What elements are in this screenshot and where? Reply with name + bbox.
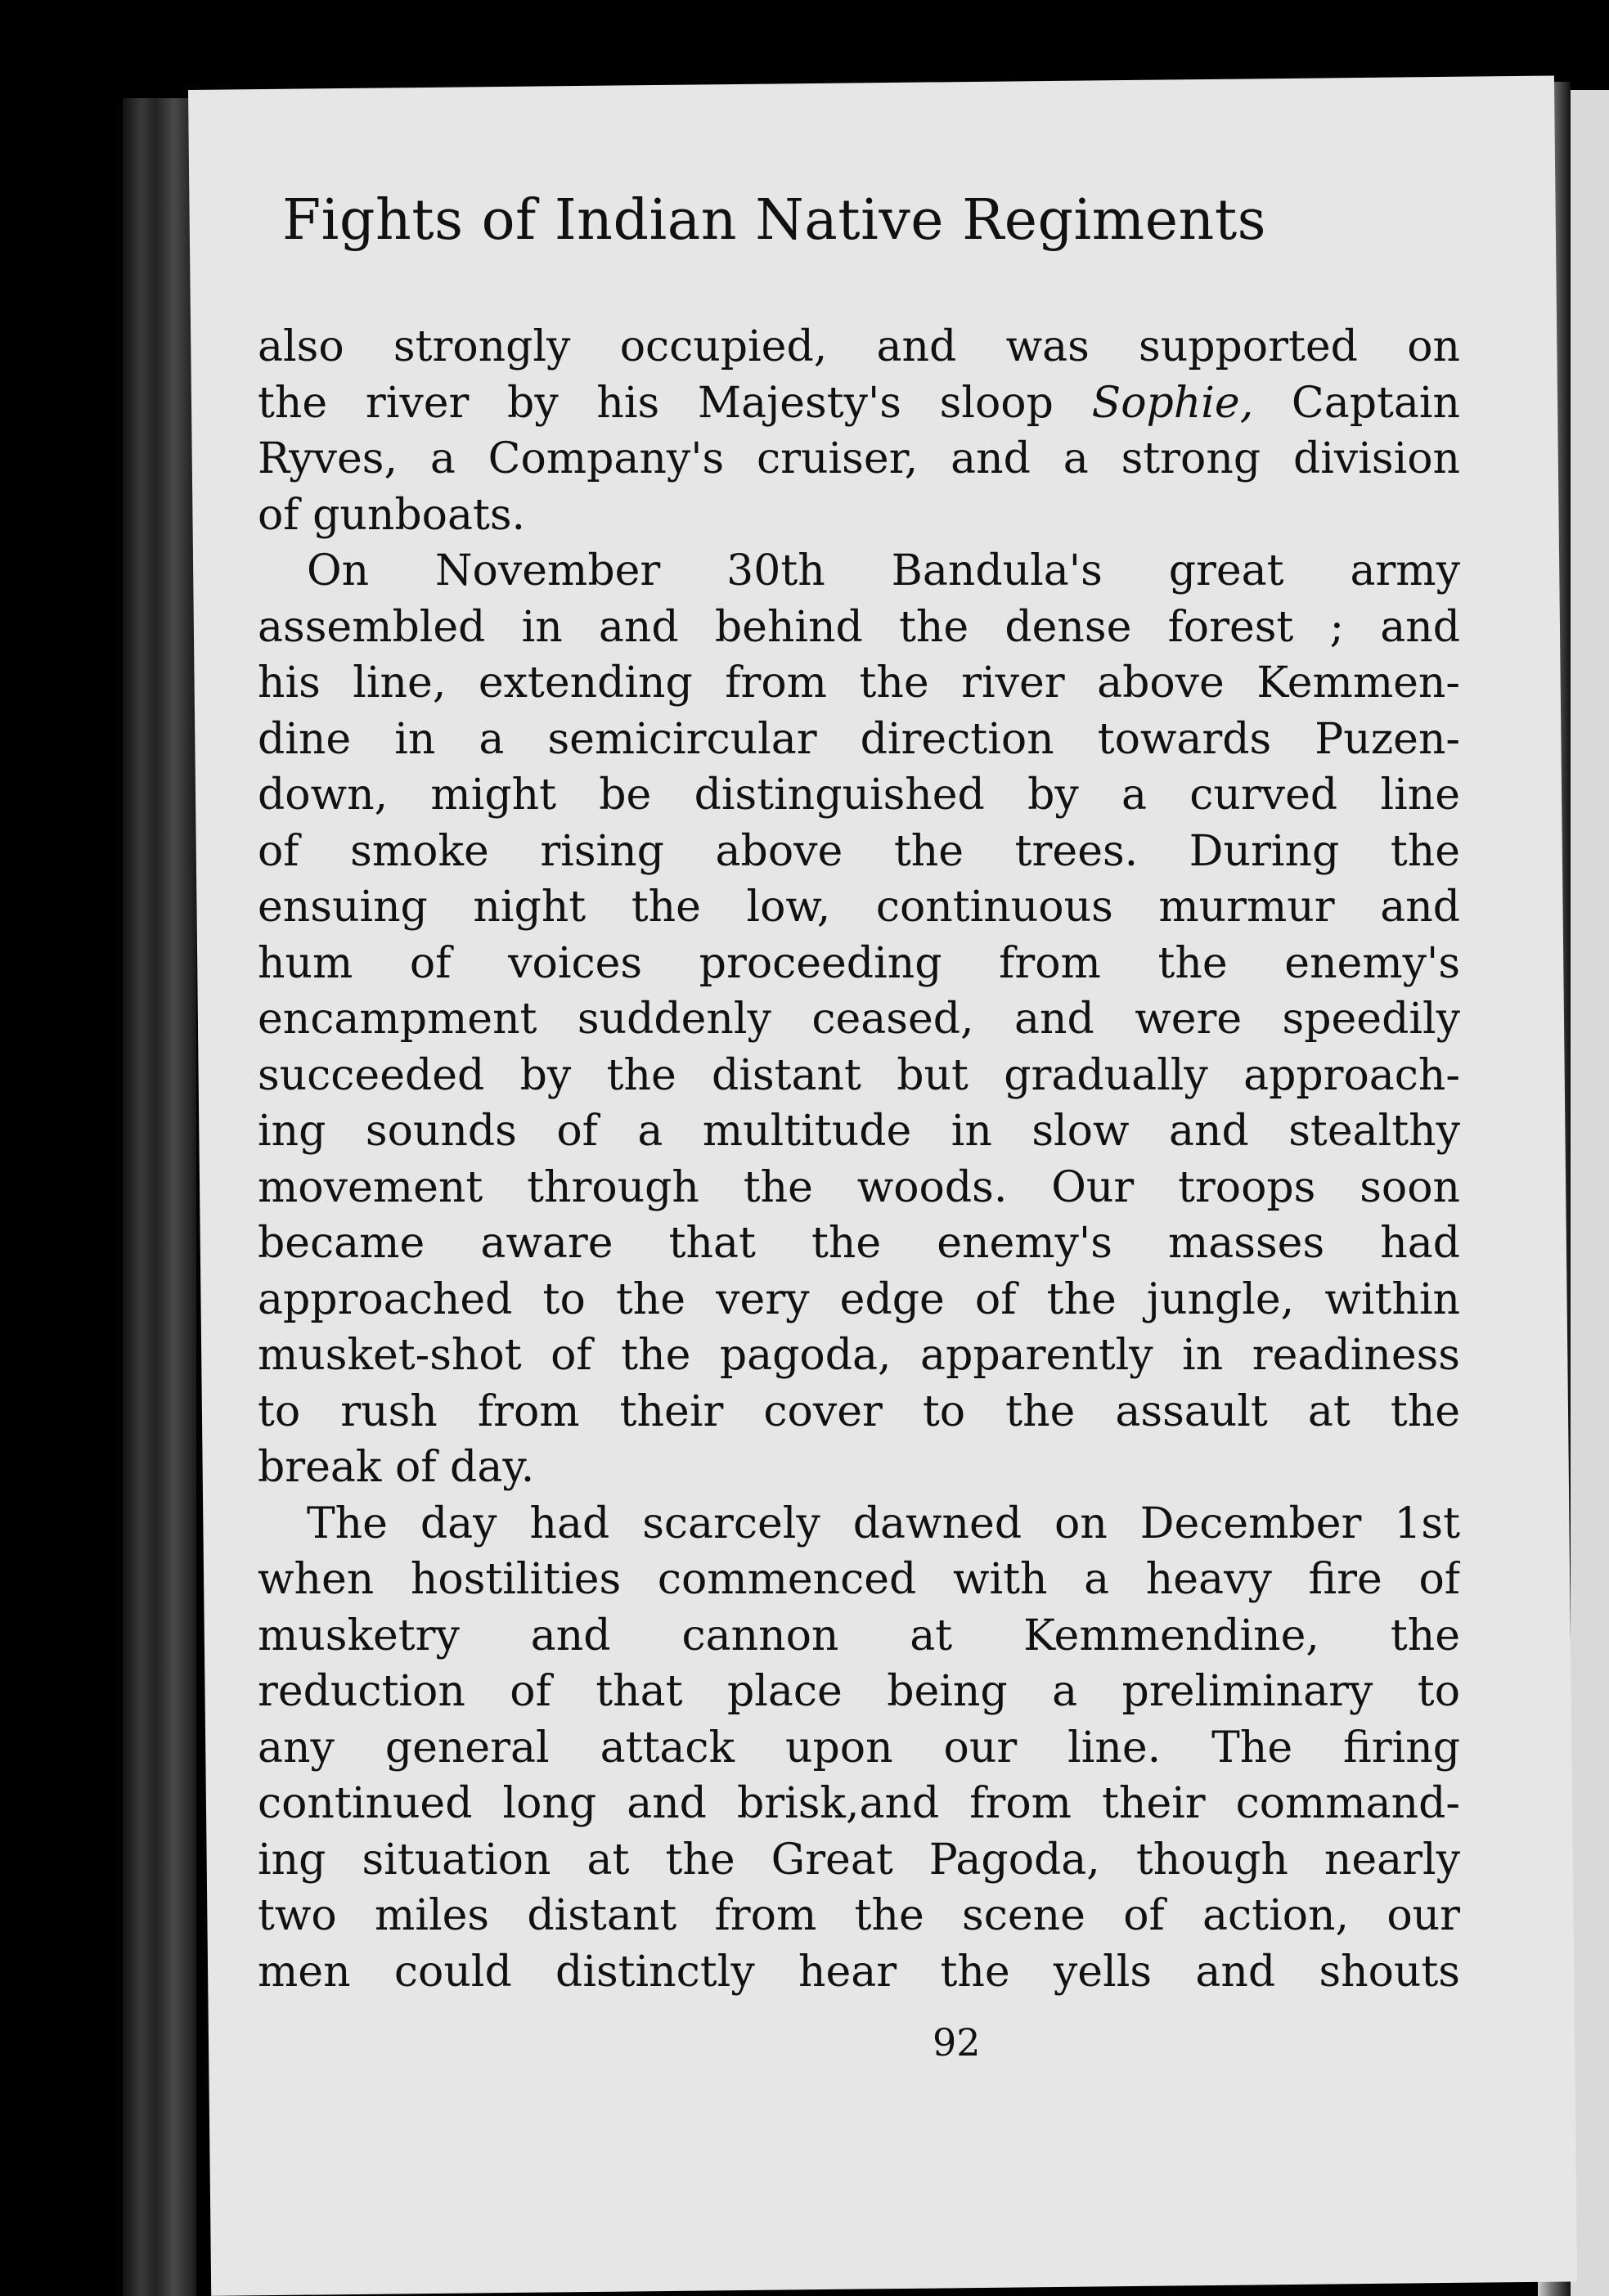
page-number: 92 xyxy=(933,2020,981,2065)
text-line: of gunboats. xyxy=(258,490,526,540)
text-line: men could distinctly hear the yells and shouts xyxy=(258,1947,1460,1997)
text-line: when hostilities commenced with a heavy fire of xyxy=(258,1555,1460,1604)
text-line: continued long and brisk,and from their command- xyxy=(258,1779,1460,1828)
text-line: reduction of that place being a preliminary to xyxy=(258,1667,1460,1716)
text-line-part: Captain xyxy=(1253,378,1460,428)
text-line: his line, extending from the river above Kemmen- xyxy=(258,658,1460,708)
text-line: dine in a semicircular direction towards Puzen- xyxy=(258,714,1460,764)
text-line: approached to the very edge of the jungle, within xyxy=(258,1274,1460,1324)
text-line: break of day. xyxy=(258,1443,535,1492)
text-line-part: the river by his Majesty's sloop xyxy=(258,378,1092,428)
running-head: Fights of Indian Native Regiments xyxy=(282,188,1267,253)
text-line: ing sounds of a multitude in slow and stealthy xyxy=(258,1107,1460,1156)
text-line: ensuing night the low, continuous murmur and xyxy=(258,883,1460,932)
text-line: assembled in and behind the dense forest ; and xyxy=(258,602,1460,652)
text-line: two miles distant from the scene of action, our xyxy=(258,1891,1460,1940)
facing-page-edge xyxy=(1571,90,1609,2296)
text-line: ing situation at the Great Pagoda, though nearly xyxy=(258,1835,1460,1885)
text-line xyxy=(258,375,1460,432)
text-line: musket-shot of the pagoda, apparently in readiness xyxy=(258,1331,1460,1380)
text-line: The day had scarcely dawned on December 1st xyxy=(307,1498,1460,1548)
text-line: down, might be distinguished by a curved line xyxy=(258,771,1460,820)
text-line: musketry and cannon at Kemmendine, the xyxy=(258,1611,1460,1660)
text-line: succeeded by the distant but gradually approach- xyxy=(258,1050,1460,1100)
body-text xyxy=(258,319,1460,2000)
text-line: hum of voices proceeding from the enemy's xyxy=(258,938,1460,988)
text-line: On November 30th Bandula's great army xyxy=(307,546,1460,595)
text-line: became aware that the enemy's masses had xyxy=(258,1219,1460,1268)
text-line: Ryves, a Company's cruiser, and a strong division xyxy=(258,434,1460,483)
text-line: of smoke rising above the trees. During the xyxy=(258,826,1460,876)
text-line: encampment suddenly ceased, and were speedily xyxy=(258,995,1460,1044)
text-line: to rush from their cover to the assault at the xyxy=(258,1386,1460,1436)
ship-name-italic: Sophie, xyxy=(1091,378,1254,428)
book-page-edges xyxy=(123,98,196,2296)
text-line: movement through the woods. Our troops soon xyxy=(258,1162,1460,1212)
text-line: any general attack upon our line. The firing xyxy=(258,1723,1460,1773)
text-line: also strongly occupied, and was supported on xyxy=(258,322,1460,371)
